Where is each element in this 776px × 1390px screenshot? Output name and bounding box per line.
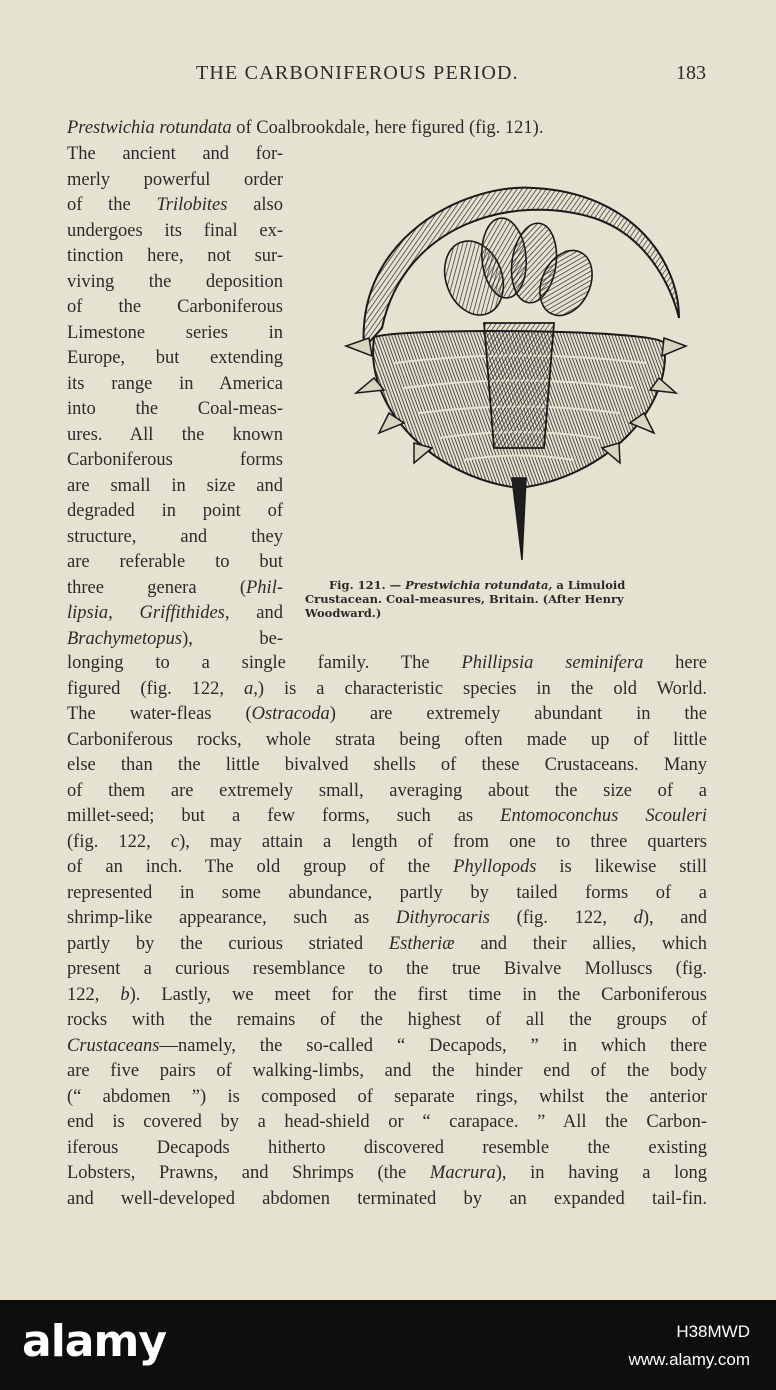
caption-line-1 (305, 578, 709, 592)
text-run: present a curious resemblance to the true Bivalve Molluscs (fig. (67, 959, 707, 979)
text-line (67, 1110, 707, 1136)
text-run: of them are extremely small, averaging about the size of a (67, 780, 707, 801)
text-run: merly powerful order (67, 169, 283, 190)
stock-watermark-bar (0, 1300, 776, 1390)
text-run: (fig. 122, (489, 908, 634, 928)
column-line (67, 321, 283, 347)
text-run: end is covered by a head-shield or “ carapace. ” All the Carbon- (67, 1112, 707, 1132)
column-line (67, 142, 283, 168)
text-run: Europe, but extending (67, 348, 283, 368)
text-run: ), and (642, 908, 708, 928)
text-line (67, 1187, 707, 1213)
text-line (67, 932, 707, 958)
text-line (67, 651, 707, 677)
text-run: are five pairs of walking-limbs, and the hinder end of the body (67, 1061, 707, 1081)
column-line (67, 168, 283, 194)
text-run: degraded in point of (67, 501, 283, 521)
italic-text: lipsia, Griffithides, (67, 603, 230, 623)
italic-text: Brachymetopus (67, 628, 183, 649)
prestwichia-illustration (334, 178, 694, 563)
text-run: shrimp-like appearance, such as (67, 908, 397, 928)
column-line (67, 525, 283, 551)
text-run: is likewise still (536, 857, 707, 877)
caption-species: Prestwichia rotundata, (405, 578, 553, 592)
text-run: and (229, 603, 283, 623)
italic-text: Dithyrocaris (396, 908, 490, 928)
text-run: of the (67, 195, 157, 215)
column-line (67, 576, 283, 602)
text-run: of an inch. The old group of the (67, 857, 454, 877)
text-run: and their allies, which (454, 933, 707, 954)
italic-text: Crustaceans (67, 1035, 160, 1056)
column-line (67, 244, 283, 270)
caption-line-2: Crustacean. Coal-measures, Britain. (After Henry (305, 592, 624, 606)
italic-text: Phyllopods (453, 857, 537, 877)
italic-text: d (633, 908, 643, 928)
text-line (67, 830, 707, 856)
column-line (67, 550, 283, 576)
head-lobes (435, 216, 602, 324)
text-run: here (643, 653, 707, 673)
text-run: rocks with the remains of the highest of all the groups of (67, 1010, 707, 1030)
column-line (67, 423, 283, 449)
text-run: ) is a characteristic species in the old World. (257, 678, 707, 699)
text-run: viving the deposition (67, 271, 283, 292)
text-line (67, 983, 707, 1009)
text-run: —namely, the so-called “ Decapods, ” in which there (159, 1035, 707, 1056)
text-line (67, 1161, 707, 1187)
italic-text: Trilobites (156, 195, 228, 215)
page-number: 183 (676, 62, 706, 84)
column-line (67, 474, 283, 500)
text-run: figured (fig. 122, (67, 678, 245, 699)
text-line (67, 779, 707, 805)
text-run: represented in some abundance, partly by tailed forms of a (67, 882, 707, 903)
text-run: ), be- (182, 628, 283, 649)
alamy-logo: alamy (22, 1316, 166, 1367)
column-line (67, 193, 283, 219)
text-run: structure, and they (67, 526, 283, 547)
italic-text: Macrura (429, 1163, 496, 1183)
text-run: millet-seed; but a few forms, such as (67, 806, 501, 826)
column-line (67, 219, 283, 245)
first-text-line (67, 116, 707, 142)
text-line (67, 804, 707, 830)
text-run: 122, (67, 984, 121, 1005)
text-run: The water-fleas ( (67, 704, 252, 724)
text-run: Carboniferous forms (67, 450, 283, 470)
italic-text: Estheriæ (388, 933, 455, 954)
text-run: of the Carboniferous (67, 297, 283, 317)
text-run: (fig. 122, (67, 831, 171, 852)
text-line (67, 855, 707, 881)
text-run: ) are extremely abundant in the (329, 704, 708, 724)
italic-text: Ostracoda (251, 704, 330, 724)
italic-text: Phillipsia seminifera (461, 653, 644, 673)
text-line (67, 677, 707, 703)
telson-spine (512, 478, 526, 560)
text-line (67, 881, 707, 907)
column-line (67, 295, 283, 321)
text-run: into the Coal-meas- (67, 399, 283, 419)
column-line (67, 448, 283, 474)
text-line (67, 1085, 707, 1111)
text-run: else than the little bivalved shells of these Crustaceans. Many (67, 755, 707, 775)
text-run: iferous Decapods hitherto discovered resemble the existing (67, 1137, 707, 1158)
column-line (67, 270, 283, 296)
text-run: ures. All the known (67, 424, 283, 445)
text-run: are small in size and (67, 475, 283, 496)
text-run: Lobsters, Prawns, and Shrimps (the (67, 1163, 430, 1183)
text-run: tinction here, not sur- (67, 246, 283, 266)
text-run: (“ abdomen ”) is composed of separate rings, whilst the anterior (67, 1086, 707, 1107)
italic-text: a, (244, 678, 258, 699)
text-line (67, 906, 707, 932)
text-line (67, 1008, 707, 1034)
text-run: longing to a single family. The (67, 653, 462, 673)
text-run: ), may attain a length of from one to three quarters (179, 831, 707, 852)
caption-line-3: Woodward.) (305, 606, 382, 620)
narrow-column-text (67, 142, 283, 652)
fossil-figure (334, 178, 694, 563)
text-run: are referable to but (67, 552, 283, 572)
text-run: Limestone series in (67, 322, 283, 343)
column-line (67, 397, 283, 423)
text-line (67, 702, 707, 728)
text-run: Carboniferous rocks, whole strata being often made up of little (67, 729, 707, 750)
italic-text: c (170, 831, 180, 852)
text-run: of Coalbrookdale, here figured (fig. 121). (231, 118, 544, 138)
text-run: partly by the curious striated (67, 933, 389, 954)
text-run: also (227, 195, 283, 215)
column-line (67, 372, 283, 398)
text-run: ), in having a long (495, 1163, 707, 1183)
column-line (67, 346, 283, 372)
text-run: its range in America (67, 373, 283, 394)
image-id: H38MWD (676, 1322, 750, 1341)
text-line (67, 728, 707, 754)
site-url: www.alamy.com (628, 1350, 750, 1369)
column-line (67, 601, 283, 627)
figure-caption (305, 578, 709, 620)
text-run: undergoes its final ex- (67, 220, 283, 241)
text-run: three genera ( (67, 577, 246, 598)
italic-text: Phil- (246, 577, 283, 598)
text-run: ). Lastly, we meet for the first time in the Carboniferous (129, 984, 708, 1005)
text-line (67, 1034, 707, 1060)
column-line (67, 499, 283, 525)
italic-text: Entomoconchus Scouleri (500, 806, 707, 826)
text-line (67, 753, 707, 779)
text-line (67, 1059, 707, 1085)
italic-text: b (120, 984, 130, 1005)
axial-lobe (484, 323, 554, 448)
running-title: THE CARBONIFEROUS PERIOD. (196, 62, 519, 84)
column-line (67, 627, 283, 653)
italic-text: Prestwichia rotundata (67, 118, 232, 138)
text-line (67, 1136, 707, 1162)
text-run: and well-developed abdomen terminated by an expanded tail-fin. (67, 1188, 707, 1209)
caption-prefix: Fig. 121. — (329, 578, 406, 592)
text-run: The ancient and for- (67, 144, 283, 164)
text-line (67, 957, 707, 983)
caption-rest: a Limuloid (552, 578, 626, 592)
full-width-text (67, 651, 707, 1212)
